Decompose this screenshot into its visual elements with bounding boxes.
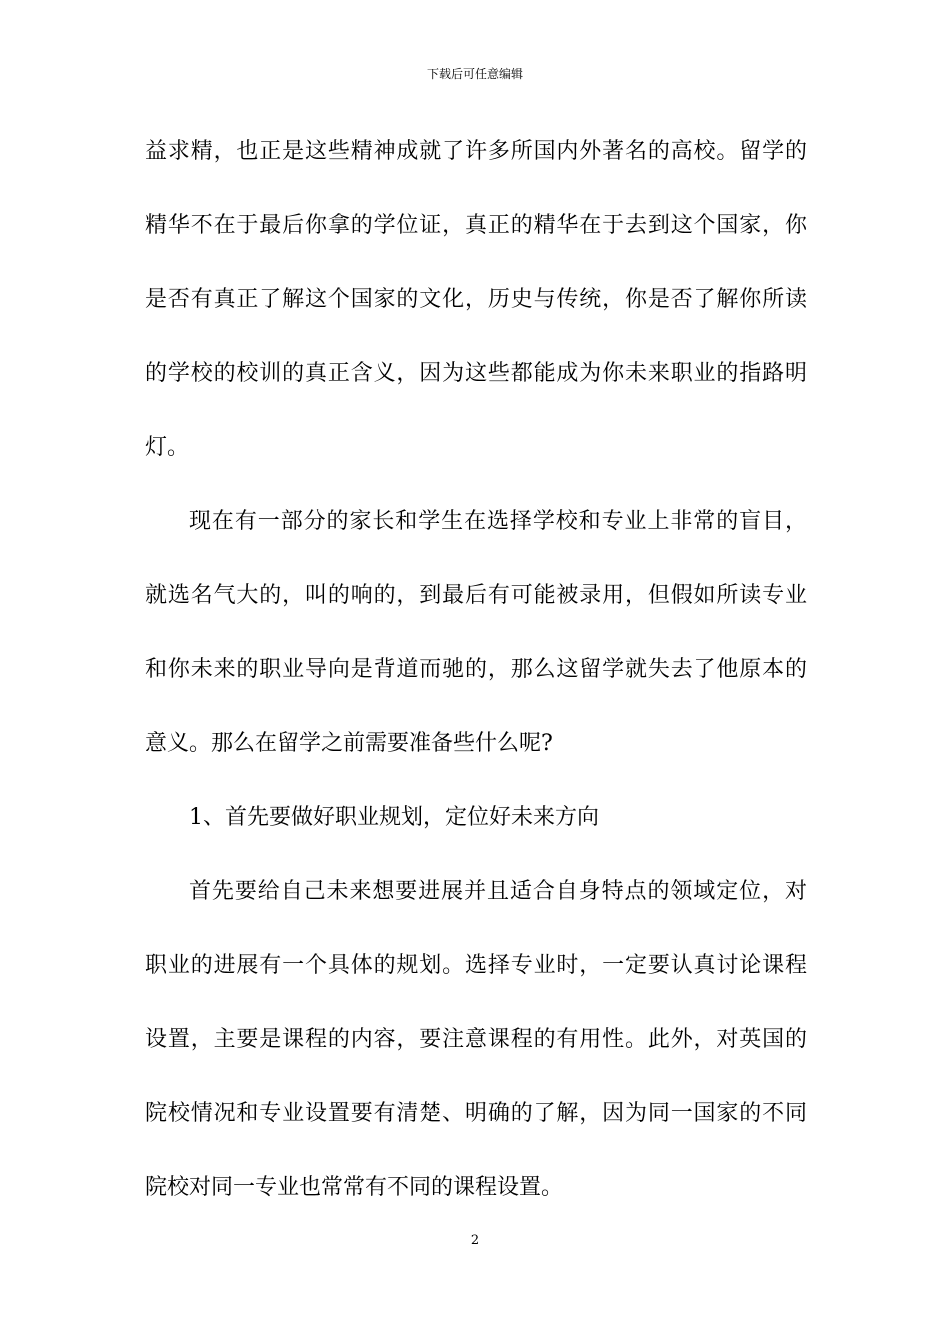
paragraph-line: 职业的进展有一个具体的规划。选择专业时，一定要认真讨论课程 xyxy=(145,953,807,978)
paragraph-line: 就选名气大的，叫的响的，到最后有可能被录用，但假如所读专业 xyxy=(145,583,807,608)
page-header: 下载后可任意编辑 xyxy=(426,67,523,81)
paragraph-line: 是否有真正了解这个国家的文化，历史与传统，你是否了解你所读 xyxy=(145,287,807,312)
paragraph-line: 设置，主要是课程的内容，要注意课程的有用性。此外，对英国的 xyxy=(145,1027,807,1052)
page-number: 2 xyxy=(470,1233,480,1248)
paragraph-line: 首先要给自己未来想要进展并且适合自身特点的领域定位，对 xyxy=(189,879,807,904)
paragraph-line: 益求精，也正是这些精神成就了许多所国内外著名的高校。留学的 xyxy=(145,139,807,164)
paragraph-line: 和你未来的职业导向是背道而驰的，那么这留学就失去了他原本的 xyxy=(145,657,807,682)
paragraph-line: 精华不在于最后你拿的学位证，真正的精华在于去到这个国家，你 xyxy=(145,213,807,238)
paragraph-line: 院校情况和专业设置要有清楚、明确的了解，因为同一国家的不同 xyxy=(145,1101,807,1126)
section-heading: 1、首先要做好职业规划，定位好未来方向 xyxy=(189,805,599,830)
paragraph-line: 灯。 xyxy=(145,435,190,460)
paragraph-line: 的学校的校训的真正含义，因为这些都能成为你未来职业的指路明 xyxy=(145,361,807,386)
paragraph-line: 院校对同一专业也常常有不同的课程设置。 xyxy=(145,1175,564,1200)
paragraph-line: 意义。那么在留学之前需要准备些什么呢? xyxy=(145,731,553,756)
paragraph-line: 现在有一部分的家长和学生在选择学校和专业上非常的盲目， xyxy=(189,509,807,534)
